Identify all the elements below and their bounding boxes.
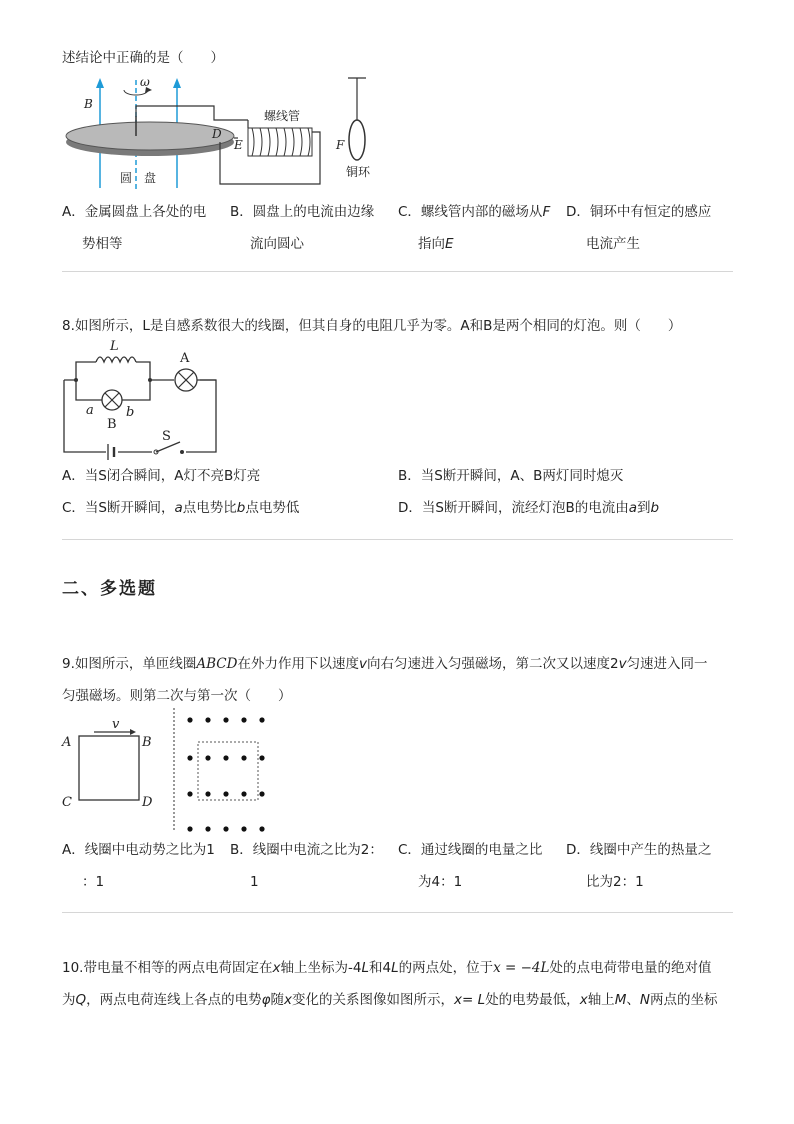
q9-figure [60,706,280,834]
divider [62,539,733,540]
inductor-coil [96,357,136,362]
label-A: A [62,735,72,750]
label-disk: 圆 盘 [120,171,157,185]
label-a: a [86,403,94,418]
label-ring: 铜环 [346,165,371,179]
q7-option-d[interactable]: D．铜环中有恒定的感应 电流产生 [566,204,712,252]
q7-figure [60,70,380,192]
q10-stem-line2: 为Q，两点电荷连线上各点的电势φ随x变化的关系图像如图所示，x= L处的电势最低，x轴上M、N两点的坐标 [62,992,718,1008]
label-E: E [234,138,243,152]
q8-figure [60,336,230,462]
q7-option-a[interactable]: A．金属圆盘上各处的电 势相等 [62,204,207,252]
copper-ring [349,120,365,160]
q7-option-b[interactable]: B．圆盘上的电流由边缘 流向圆心 [230,204,375,252]
field-arrow-2 [173,78,181,88]
label-D: D [212,127,222,141]
omega-label: ω [140,75,150,89]
label-A: A [180,351,190,366]
q7-option-c[interactable]: C．螺线管内部的磁场从F 指向E [398,204,551,252]
label-B: B [142,735,152,750]
field-region [198,742,258,800]
label-F: F [336,138,345,152]
label-B: B [84,97,93,111]
label-b: b [126,405,135,420]
q9-option-b[interactable]: B．线圈中电流之比为2： 1 [230,842,383,890]
label-B: B [107,417,117,432]
label-L: L [110,339,119,354]
q9-option-a[interactable]: A．线圈中电动势之比为1 ：1 [62,842,215,890]
divider [62,912,733,913]
label-D: D [142,795,153,810]
divider [62,271,733,272]
q9-option-d[interactable]: D．线圈中产生的热量之 比为2：1 [566,842,712,890]
q8-stem: 8.如图所示，L是自感系数很大的线圈，但其自身的电阻几乎为零。A和B是两个相同的灯泡。则（ ） [62,318,682,334]
q9-option-c[interactable]: C．通过线圈的电量之比 为4：1 [398,842,543,890]
q10-stem-line1: 10.带电量不相等的两点电荷固定在x轴上坐标为-4L和4L的两点处，位于x = −4L处的点电荷带电量的绝对值 [62,960,712,976]
label-v: v [112,717,120,732]
wire-top [136,106,248,120]
label-S: S [162,429,171,444]
label-C: C [62,795,72,810]
q9-stem-line2: 匀强磁场。则第二次与第一次（ ） [62,688,292,704]
field-arrow-1 [96,78,104,88]
coil-abcd [79,736,139,800]
q7-stem-tail: 述结论中正确的是（ ） [62,50,224,66]
disk-top [66,122,234,150]
section-title: 二、多选题 [62,579,157,599]
q9-stem-line1: 9.如图所示，单匝线圈ABCD在外力作用下以速度v向右匀速进入匀强磁场，第二次又以速度2v匀速进入同一 [62,656,708,672]
q8-option-a[interactable]: A．当S闭合瞬间，A灯不亮B灯亮 [62,468,261,484]
q8-option-d[interactable]: D．当S断开瞬间，流经灯泡B的电流由a到b [398,500,660,516]
label-solenoid: 螺线管 [264,109,301,123]
field-dots [187,717,264,831]
q8-option-c[interactable]: C．当S断开瞬间，a点电势比b点电势低 [62,500,300,516]
q8-option-b[interactable]: B．当S断开瞬间，A、B两灯同时熄灭 [398,468,624,484]
